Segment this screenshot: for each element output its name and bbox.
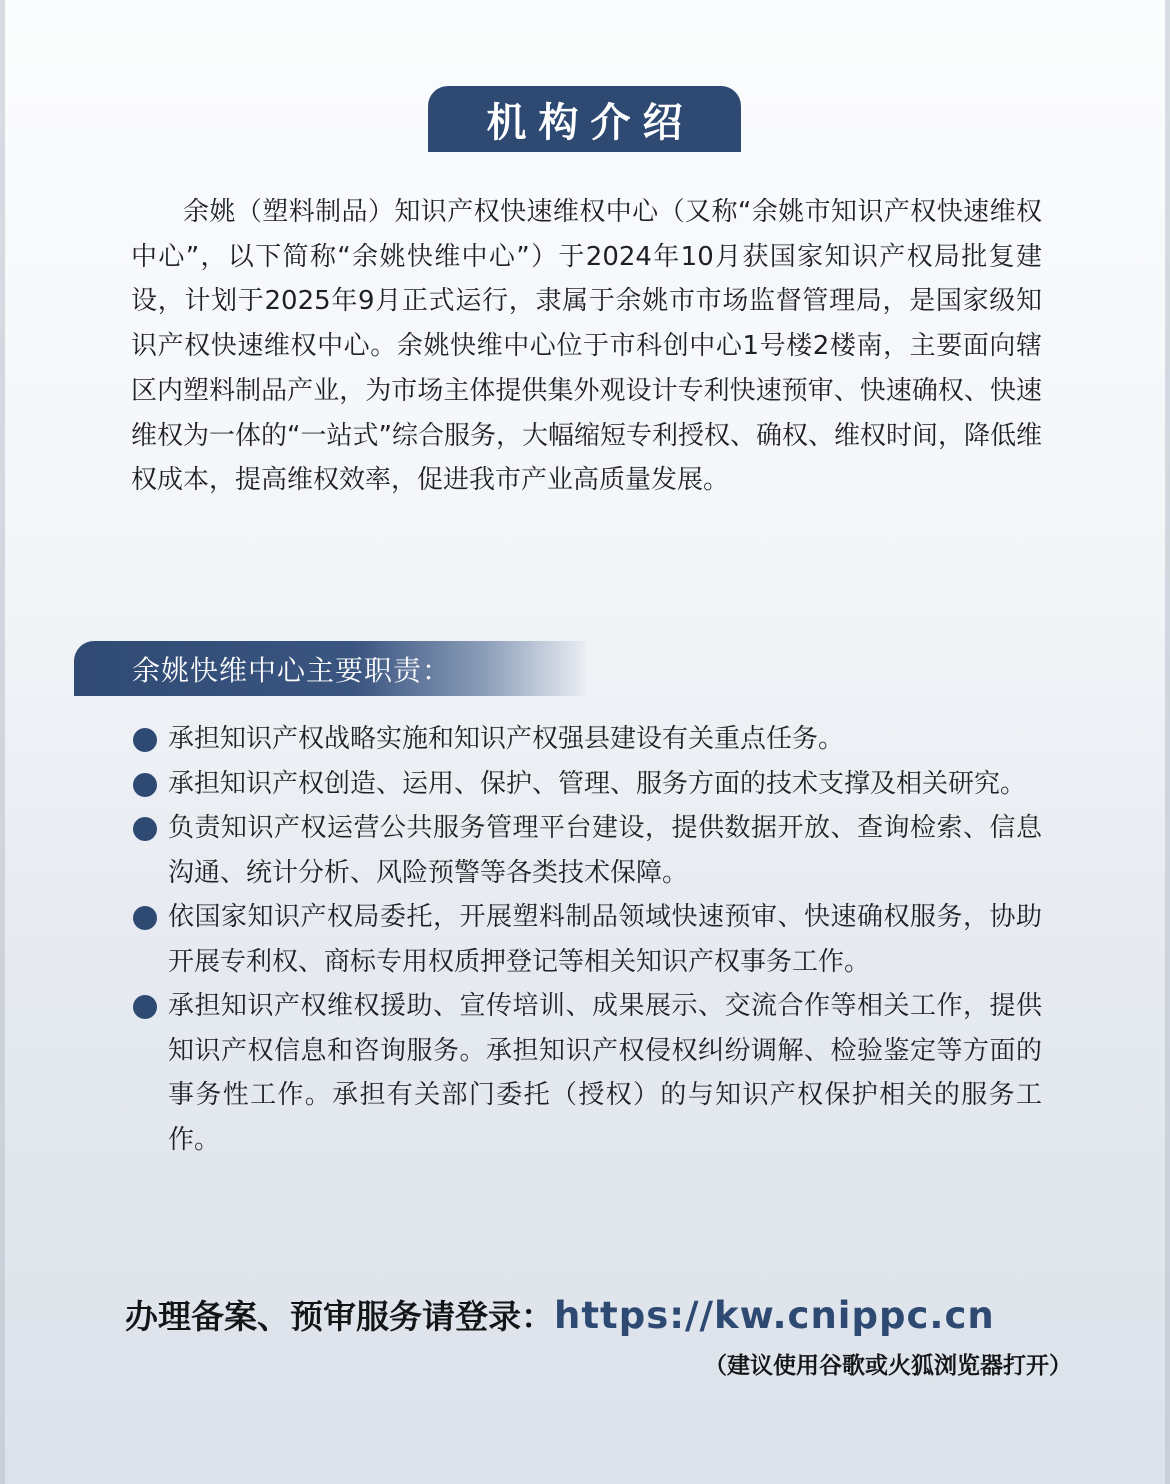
duty-item-text: 承担知识产权创造、运用、保护、管理、服务方面的技术支撑及相关研究。: [168, 768, 1027, 799]
duties-list: [131, 717, 1042, 1162]
bullet-dot-icon: [133, 906, 157, 930]
duty-item-text: 负责知识产权运营公共服务管理平台建设，提供数据开放、查询检索、信息沟通、统计分析、风险预警等各类技术保障。: [168, 813, 1042, 888]
bullet-dot-icon: [133, 773, 157, 797]
duty-item-text: 承担知识产权维权援助、宣传培训、成果展示、交流合作等相关工作，提供知识产权信息和咨询服务。承担知识产权侵权纠纷调解、检验鉴定等方面的事务性工作。承担有关部门委托（授权）的与知识产权保护相关的服务工作。: [168, 991, 1042, 1155]
duty-item: [131, 895, 1042, 984]
footer-login-line: [125, 1291, 1085, 1338]
bullet-dot-icon: [133, 817, 157, 841]
intro-paragraph: 余姚（塑料制品）知识产权快速维权中心（又称“余姚市知识产权快速维权中心”，以下简称“余姚快维中心”）于2024年10月获国家知识产权局批复建设，计划于2025年9月正式运行，隶属于余姚市市场监督管理局，是国家级知识产权快速维权中心。余姚快维中心位于市科创中心1号楼2楼南，主要面向辖区内塑料制品产业，为市场主体提供集外观设计专利快速预审、快速确权、快速维权为一体的“一站式”综合服务，大幅缩短专利授权、确权、维权时间，降低维权成本，提高维权效率，促进我市产业高质量发展。: [131, 197, 1042, 496]
duty-item: [131, 762, 1042, 807]
duty-item-text: 依国家知识产权局委托，开展塑料制品领域快速预审、快速确权服务，协助开展专利权、商标专用权质押登记等相关知识产权事务工作。: [168, 902, 1042, 977]
duty-item: [131, 984, 1042, 1162]
bullet-dot-icon: [133, 728, 157, 752]
duty-item-text: 承担知识产权战略实施和知识产权强县建设有关重点任务。: [168, 724, 845, 754]
duty-item: [131, 806, 1042, 895]
duty-item: [131, 717, 1042, 762]
title-banner: [428, 86, 741, 152]
right-frame-border: [1165, 0, 1170, 1484]
left-frame-border: [0, 0, 5, 1484]
service-url-link[interactable]: https://kw.cnippc.cn: [554, 1294, 995, 1337]
duties-section-title: 余姚快维中心主要职责：: [132, 653, 452, 687]
footer-label: 办理备案、预审服务请登录：: [125, 1297, 554, 1336]
duties-section-header: [74, 641, 585, 696]
browser-recommendation-note: （建议使用谷歌或火狐浏览器打开）: [704, 1353, 1072, 1379]
bullet-dot-icon: [133, 995, 157, 1019]
page-title: 机构介绍: [486, 99, 695, 146]
